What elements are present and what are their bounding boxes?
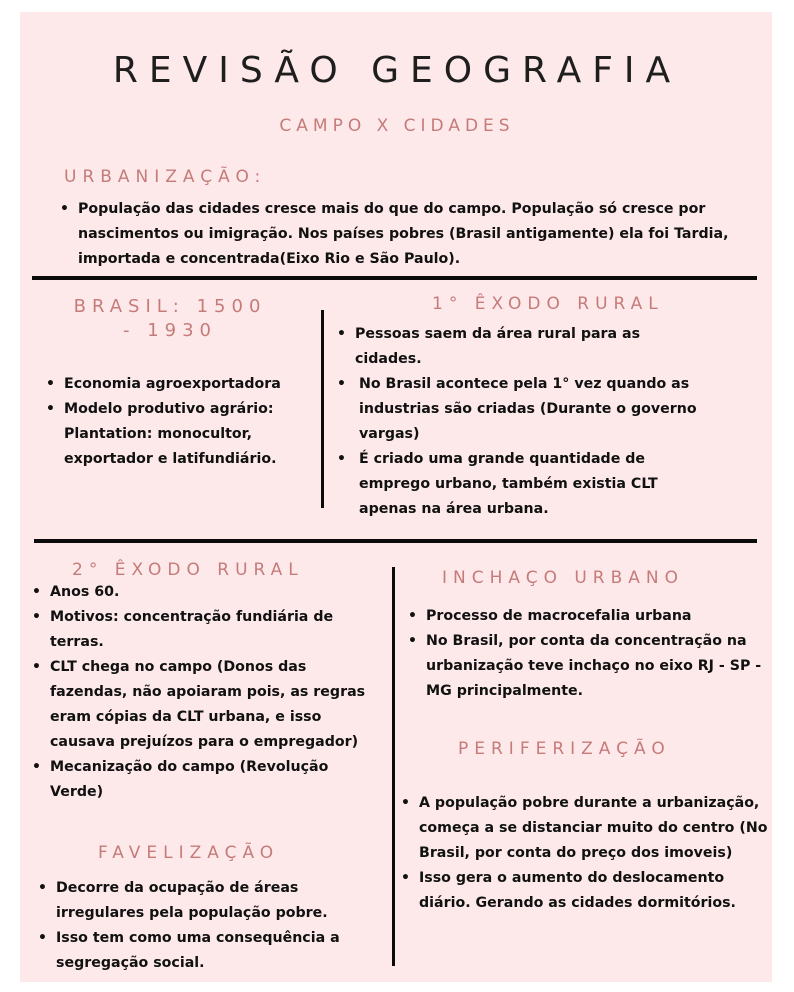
list-item: • No Brasil, por conta da concentração na urbanização teve inchaço no eixo RJ - SP - MG principalmente. bbox=[406, 629, 766, 704]
page-subtitle: CAMPO X CIDADES bbox=[279, 116, 515, 136]
list-item: • Anos 60. bbox=[30, 580, 380, 605]
page-title: REVISÃO GEOGRAFIA bbox=[112, 50, 682, 91]
list-urbanizacao bbox=[58, 197, 748, 272]
heading-brasil-line1: BRASIL: 1500 bbox=[73, 296, 267, 317]
list-item: • Isso tem como uma consequência a segregação social. bbox=[36, 926, 386, 976]
list-item: • É criado uma grande quantidade de emprego urbano, também existia CLT apenas na área urbana. bbox=[335, 447, 710, 522]
divider-vertical-1 bbox=[321, 310, 324, 508]
heading-periferizacao: PERIFERIZAÇÃO bbox=[458, 739, 671, 759]
divider-horizontal-1 bbox=[32, 276, 757, 280]
list-favelizacao bbox=[36, 876, 386, 976]
divider-horizontal-2 bbox=[34, 539, 757, 543]
heading-urbanizacao: URBANIZAÇÃO: bbox=[64, 167, 267, 187]
list-item: • Mecanização do campo (Revolução Verde) bbox=[30, 755, 380, 805]
heading-exodo1: 1° ÊXODO RURAL bbox=[432, 294, 664, 314]
heading-inchaco: INCHAÇO URBANO bbox=[442, 568, 685, 588]
list-item: • Motivos: concentração fundiária de terras. bbox=[30, 605, 380, 655]
list-item: • Isso gera o aumento do deslocamento diário. Gerando as cidades dormitórios. bbox=[399, 866, 769, 916]
heading-favelizacao: FAVELIZAÇÃO bbox=[98, 843, 280, 863]
list-item: • Pessoas saem da área rural para as cidades. bbox=[335, 322, 710, 372]
list-item: • População das cidades cresce mais do que do campo. População só cresce por nascimentos ou imigração. Nos países pobres (Brasil antigamente) ela foi Tardia, importada e concentrada(Eixo Rio e São Paulo). bbox=[58, 197, 748, 272]
list-exodo1 bbox=[335, 322, 710, 522]
list-item: • Processo de macrocefalia urbana bbox=[406, 604, 766, 629]
list-inchaco bbox=[406, 604, 766, 704]
list-item: • Modelo produtivo agrário: Plantation: monocultor, exportador e latifundiário. bbox=[44, 397, 314, 472]
list-item: • A população pobre durante a urbanização, começa a se distanciar muito do centro (No Brasil, por conta do preço dos imoveis) bbox=[399, 791, 769, 866]
list-item: • Decorre da ocupação de áreas irregulares pela população pobre. bbox=[36, 876, 386, 926]
list-exodo2 bbox=[30, 580, 380, 805]
list-brasil bbox=[44, 372, 314, 472]
list-item: • No Brasil acontece pela 1° vez quando as industrias são criadas (Durante o governo vargas) bbox=[335, 372, 710, 447]
list-item: • Economia agroexportadora bbox=[44, 372, 314, 397]
list-item: • CLT chega no campo (Donos das fazendas, não apoiaram pois, as regras eram cópias da CLT urbana, e isso causava prejuízos para o empregador) bbox=[30, 655, 380, 755]
heading-brasil-line2: - 1930 bbox=[122, 320, 218, 341]
divider-vertical-2 bbox=[392, 567, 395, 966]
list-periferizacao bbox=[399, 791, 769, 916]
heading-exodo2: 2° ÊXODO RURAL bbox=[72, 560, 304, 580]
